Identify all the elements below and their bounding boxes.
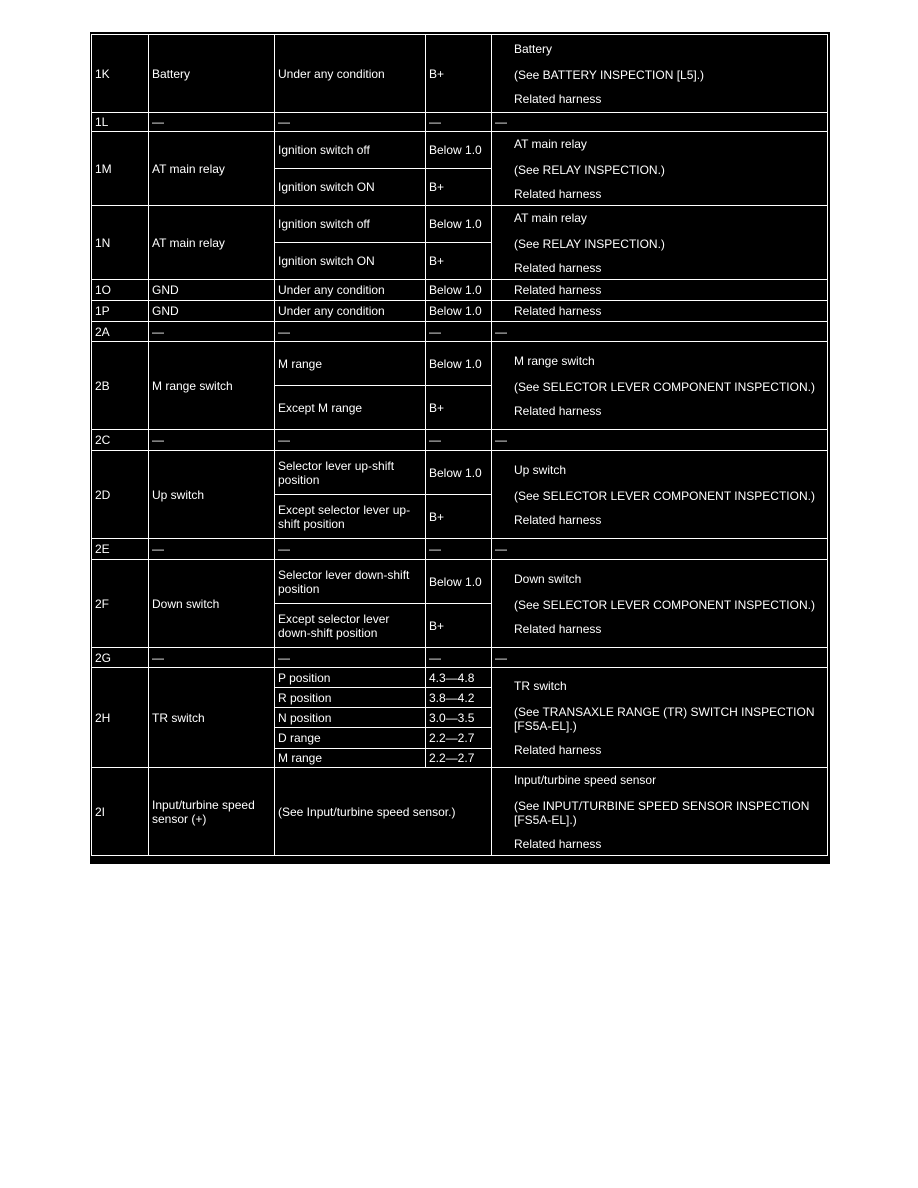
signal-cell: Down switch (149, 560, 275, 648)
related-harness-text: Related harness (514, 836, 602, 851)
table-row (92, 322, 828, 342)
condition-cell: Under any condition (275, 301, 426, 322)
bullet-item (499, 261, 823, 275)
condition-cell: — (275, 113, 426, 132)
condition-cell: — (275, 322, 426, 342)
terminal-cell: 2E (92, 539, 149, 560)
condition-cell: Selector lever down-shift position (275, 560, 426, 604)
bullet-item (499, 679, 823, 693)
terminal-cell: 2D (92, 451, 149, 539)
terminal-cell: 2C (92, 430, 149, 451)
signal-cell: GND (149, 301, 275, 322)
terminal-cell: 1N (92, 206, 149, 280)
terminal-cell: 2G (92, 648, 149, 668)
inspection-table-frame (90, 32, 830, 864)
bullet-item (499, 92, 823, 106)
condition-cell: — (275, 430, 426, 451)
condition-cell: Under any condition (275, 280, 426, 301)
condition-cell: Ignition switch off (275, 206, 426, 243)
result-cell (492, 301, 828, 322)
voltage-cell: Below 1.0 (426, 206, 492, 243)
voltage-cell: Below 1.0 (426, 560, 492, 604)
related-harness-text: Related harness (514, 742, 602, 757)
condition-cell: D range (275, 728, 426, 749)
voltage-cell: — (426, 430, 492, 451)
bullet-item (499, 283, 823, 297)
voltage-cell: 4.3—4.8 (426, 668, 492, 688)
table-row (92, 206, 828, 243)
condition-cell: M range (275, 749, 426, 768)
table-row (92, 668, 828, 688)
result-cell (492, 451, 828, 539)
signal-cell: — (149, 430, 275, 451)
result-cell (492, 668, 828, 768)
condition-cell: R position (275, 688, 426, 708)
signal-cell: AT main relay (149, 206, 275, 280)
related-harness-text: Related harness (514, 186, 602, 201)
result-dash: — (495, 115, 507, 129)
bullet-item (499, 463, 823, 477)
related-harness-text: Related harness (514, 304, 602, 318)
voltage-cell: B+ (426, 604, 492, 648)
result-dash: — (495, 433, 507, 447)
table-row (92, 768, 828, 856)
result-cell (492, 430, 828, 451)
bullet-item (499, 837, 823, 851)
signal-cell: GND (149, 280, 275, 301)
terminal-cell: 1L (92, 113, 149, 132)
table-row (92, 132, 828, 169)
voltage-cell: 2.2—2.7 (426, 728, 492, 749)
condition-cell: Under any condition (275, 35, 426, 113)
table-row (92, 35, 828, 113)
result-dash: — (495, 542, 507, 556)
voltage-cell: B+ (426, 243, 492, 280)
terminal-cell: 2H (92, 668, 149, 768)
result-dash: — (495, 650, 507, 665)
bullet-item-text: AT main relay (514, 210, 587, 225)
result-cell (492, 206, 828, 280)
result-cell (492, 35, 828, 113)
related-harness-text: Related harness (514, 283, 602, 297)
condition-cell: — (275, 539, 426, 560)
inspection-reference: (See BATTERY INSPECTION [L5].) (514, 67, 705, 82)
signal-cell: M range switch (149, 342, 275, 430)
bullet-item (499, 622, 823, 636)
result-cell (492, 342, 828, 430)
bullet-item-text: Battery (514, 41, 553, 56)
voltage-cell: B+ (426, 169, 492, 206)
voltage-cell: — (426, 648, 492, 668)
result-cell (492, 560, 828, 648)
inspection-reference: (See SELECTOR LEVER COMPONENT INSPECTION.) (514, 597, 815, 612)
voltage-cell: Below 1.0 (426, 451, 492, 495)
voltage-cell: B+ (426, 495, 492, 539)
bullet-item (499, 42, 823, 56)
signal-cell: — (149, 322, 275, 342)
related-harness-text: Related harness (514, 91, 602, 106)
signal-cell: — (149, 539, 275, 560)
voltage-cell: B+ (426, 386, 492, 430)
bullet-item (499, 743, 823, 757)
voltage-cell: Below 1.0 (426, 301, 492, 322)
result-dash: — (495, 324, 507, 339)
signal-cell: TR switch (149, 668, 275, 768)
condition-cell: Ignition switch ON (275, 243, 426, 280)
bullet-item (499, 137, 823, 151)
table-row (92, 301, 828, 322)
condition-cell: Except M range (275, 386, 426, 430)
signal-cell: Up switch (149, 451, 275, 539)
table-row (92, 113, 828, 132)
bullet-item (499, 354, 823, 368)
inspection-reference: (See TRANSAXLE RANGE (TR) SWITCH INSPECTION [FS5A-EL].) (514, 704, 815, 733)
inspection-reference: (See INPUT/TURBINE SPEED SENSOR INSPECTION [FS5A-EL].) (514, 798, 810, 827)
condition-cell: Selector lever up-shift position (275, 451, 426, 495)
condition-cell: M range (275, 342, 426, 386)
terminal-cell: 2F (92, 560, 149, 648)
terminal-cell: 1K (92, 35, 149, 113)
result-cell (492, 539, 828, 560)
terminal-inspection-table (91, 34, 828, 856)
result-cell (492, 280, 828, 301)
signal-cell: Battery (149, 35, 275, 113)
result-cell (492, 132, 828, 206)
condition-cell: N position (275, 708, 426, 728)
bullet-item (499, 304, 823, 318)
voltage-cell: Below 1.0 (426, 132, 492, 169)
related-harness-text: Related harness (514, 621, 602, 636)
table-row (92, 451, 828, 495)
bullet-item (499, 187, 823, 201)
voltage-cell: 2.2—2.7 (426, 749, 492, 768)
inspection-reference: (See SELECTOR LEVER COMPONENT INSPECTION.) (514, 488, 815, 503)
bullet-item-text: Input/turbine speed sensor (514, 772, 657, 787)
result-cell (492, 322, 828, 342)
inspection-reference: (See RELAY INSPECTION.) (514, 236, 665, 251)
related-harness-text: Related harness (514, 403, 602, 418)
bullet-item (499, 773, 823, 787)
condition-cell: — (275, 648, 426, 668)
table-body (92, 35, 828, 856)
signal-cell: AT main relay (149, 132, 275, 206)
bullet-item-text: TR switch (514, 678, 567, 693)
table-row (92, 539, 828, 560)
bullet-item-text: Down switch (514, 571, 582, 586)
condition-cell: Except selector lever up-shift position (275, 495, 426, 539)
bullet-item (499, 404, 823, 418)
bullet-item (499, 513, 823, 527)
condition-cell: (See Input/turbine speed sensor.) (275, 768, 492, 856)
bullet-item-text: M range switch (514, 353, 595, 368)
bullet-item-text: Up switch (514, 462, 567, 477)
bullet-item (499, 211, 823, 225)
voltage-cell: 3.8—4.2 (426, 688, 492, 708)
terminal-cell: 1M (92, 132, 149, 206)
condition-cell: Ignition switch off (275, 132, 426, 169)
terminal-cell: 2B (92, 342, 149, 430)
voltage-cell: Below 1.0 (426, 342, 492, 386)
signal-cell: Input/turbine speed sensor (+) (149, 768, 275, 856)
table-row (92, 430, 828, 451)
voltage-cell: — (426, 113, 492, 132)
condition-cell: P position (275, 668, 426, 688)
voltage-cell: — (426, 322, 492, 342)
table-row (92, 280, 828, 301)
table-row (92, 648, 828, 668)
voltage-cell: 3.0—3.5 (426, 708, 492, 728)
inspection-reference: (See SELECTOR LEVER COMPONENT INSPECTION.) (514, 379, 815, 394)
voltage-cell: B+ (426, 35, 492, 113)
bullet-item (499, 572, 823, 586)
related-harness-text: Related harness (514, 260, 602, 275)
inspection-reference: (See RELAY INSPECTION.) (514, 162, 665, 177)
condition-cell: Except selector lever down-shift position (275, 604, 426, 648)
related-harness-text: Related harness (514, 512, 602, 527)
result-cell (492, 768, 828, 856)
table-row (92, 342, 828, 386)
result-cell (492, 648, 828, 668)
terminal-cell: 1O (92, 280, 149, 301)
terminal-cell: 1P (92, 301, 149, 322)
signal-cell: — (149, 648, 275, 668)
terminal-cell: 2I (92, 768, 149, 856)
table-row (92, 560, 828, 604)
terminal-cell: 2A (92, 322, 149, 342)
bullet-item-text: AT main relay (514, 136, 587, 151)
result-cell (492, 113, 828, 132)
voltage-cell: — (426, 539, 492, 560)
voltage-cell: Below 1.0 (426, 280, 492, 301)
condition-cell: Ignition switch ON (275, 169, 426, 206)
signal-cell: — (149, 113, 275, 132)
